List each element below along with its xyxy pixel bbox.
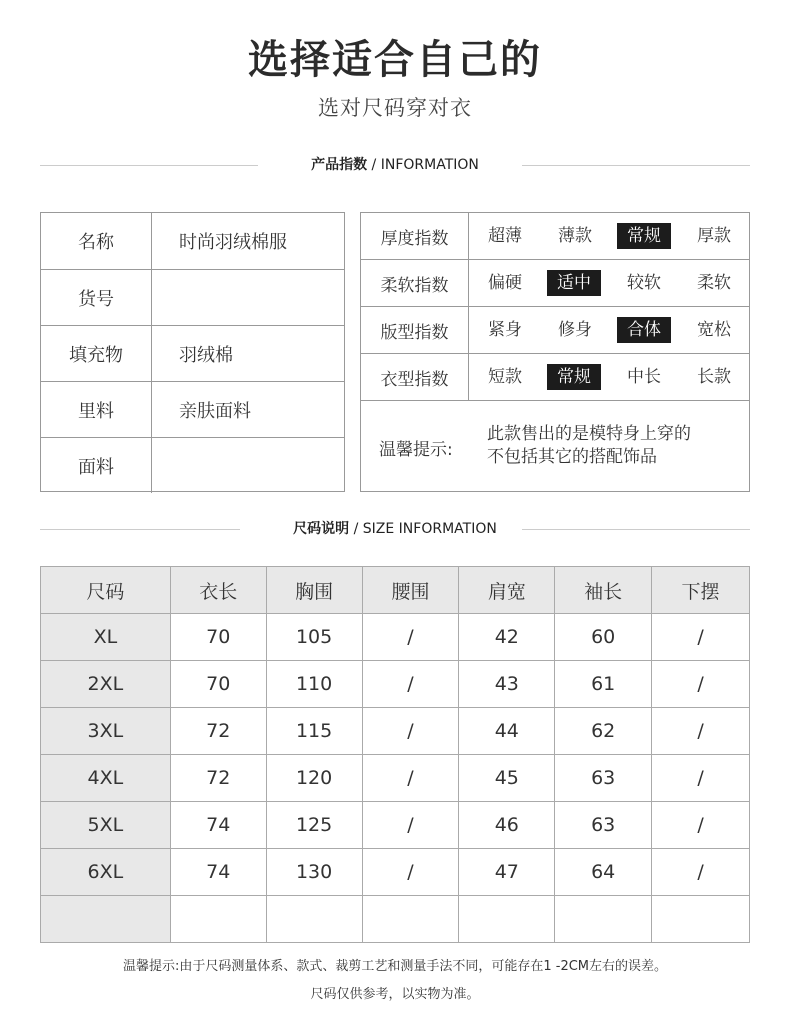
table-row	[41, 849, 750, 896]
column-header: 肩宽	[459, 567, 555, 614]
size-cell: 3XL	[41, 708, 171, 755]
table-cell: 125	[266, 802, 362, 849]
table-cell: 44	[459, 708, 555, 755]
table-cell: 64	[555, 849, 652, 896]
info-key: 填充物	[41, 326, 152, 381]
index-option: 短款	[488, 367, 522, 387]
tip-text	[487, 423, 737, 469]
product-info-row	[41, 437, 344, 493]
table-cell: 74	[170, 849, 266, 896]
index-option-selected: 常规	[617, 223, 671, 249]
table-cell: 46	[459, 802, 555, 849]
info-value: 羽绒棉	[179, 344, 233, 366]
table-cell: /	[362, 661, 459, 708]
table-cell: /	[362, 614, 459, 661]
product-section-title-cn: 产品指数	[311, 157, 368, 173]
table-cell: /	[362, 755, 459, 802]
info-key: 里料	[41, 382, 152, 437]
table-cell: 63	[555, 755, 652, 802]
table-cell: /	[362, 849, 459, 896]
table-cell	[555, 896, 652, 943]
product-info-row	[41, 381, 344, 437]
table-cell: /	[652, 708, 750, 755]
table-cell: 70	[170, 614, 266, 661]
column-header: 衣长	[170, 567, 266, 614]
size-section-title-cn: 尺码说明	[293, 521, 350, 537]
column-header: 腰围	[362, 567, 459, 614]
table-cell: 42	[459, 614, 555, 661]
table-cell: /	[362, 802, 459, 849]
table-row	[41, 755, 750, 802]
table-cell: 70	[170, 661, 266, 708]
index-key: 柔软指数	[361, 260, 469, 306]
size-cell	[41, 896, 171, 943]
index-option: 厚款	[697, 226, 731, 246]
index-row-fit	[361, 307, 749, 354]
column-header: 尺码	[41, 567, 171, 614]
size-cell: 5XL	[41, 802, 171, 849]
size-cell: 2XL	[41, 661, 171, 708]
index-option: 较软	[627, 273, 661, 293]
index-row-length	[361, 354, 749, 401]
size-table	[40, 566, 750, 943]
table-cell: 62	[555, 708, 652, 755]
size-cell: XL	[41, 614, 171, 661]
index-option: 偏硬	[488, 273, 522, 293]
reference-note: 尺码仅供参考，以实物为准。	[310, 987, 480, 1002]
info-key: 面料	[41, 438, 152, 493]
index-option: 长款	[697, 367, 731, 387]
index-option-selected: 合体	[617, 317, 671, 343]
table-row	[41, 661, 750, 708]
index-option: 柔软	[697, 273, 731, 293]
table-cell: 47	[459, 849, 555, 896]
product-info-row	[41, 325, 344, 381]
table-cell: /	[652, 802, 750, 849]
table-cell: 72	[170, 755, 266, 802]
product-section-header	[40, 154, 750, 178]
table-cell: /	[362, 708, 459, 755]
table-cell: 72	[170, 708, 266, 755]
size-cell: 4XL	[41, 755, 171, 802]
info-value: 时尚羽绒棉服	[179, 232, 287, 253]
table-cell: 130	[266, 849, 362, 896]
table-row	[41, 708, 750, 755]
size-cell: 6XL	[41, 849, 171, 896]
tip-line: 不包括其它的搭配饰品	[487, 447, 657, 467]
index-key: 衣型指数	[361, 354, 469, 400]
info-key: 货号	[41, 270, 152, 325]
product-info-table	[40, 212, 345, 492]
table-cell: 120	[266, 755, 362, 802]
table-cell: 105	[266, 614, 362, 661]
table-cell: 60	[555, 614, 652, 661]
index-row-thickness	[361, 213, 749, 260]
index-option-selected: 适中	[547, 270, 601, 296]
product-index-table	[360, 212, 750, 492]
table-cell: /	[652, 755, 750, 802]
table-row	[41, 614, 750, 661]
table-cell: 115	[266, 708, 362, 755]
table-cell	[459, 896, 555, 943]
table-row	[41, 802, 750, 849]
index-option: 中长	[627, 367, 661, 387]
index-option: 紧身	[488, 320, 522, 340]
table-cell: /	[652, 614, 750, 661]
table-cell: 63	[555, 802, 652, 849]
page-title: 选择适合自己的	[248, 37, 542, 83]
product-section-title	[40, 154, 750, 174]
index-key: 版型指数	[361, 307, 469, 353]
column-header: 下摆	[652, 567, 750, 614]
index-option-selected: 常规	[547, 364, 601, 390]
page-subtitle: 选对尺码穿对衣	[318, 96, 472, 120]
table-cell: 110	[266, 661, 362, 708]
table-cell	[362, 896, 459, 943]
size-table-header-row	[41, 567, 750, 614]
table-cell: 74	[170, 802, 266, 849]
table-row	[41, 896, 750, 943]
table-cell: /	[652, 661, 750, 708]
index-option: 薄款	[558, 226, 592, 246]
info-key: 名称	[41, 213, 152, 269]
product-section-title-en: / INFORMATION	[367, 157, 479, 173]
size-section-title	[40, 518, 750, 538]
table-cell	[266, 896, 362, 943]
column-header: 胸围	[266, 567, 362, 614]
size-section-title-en: / SIZE INFORMATION	[349, 521, 497, 537]
table-cell: 61	[555, 661, 652, 708]
table-cell: 45	[459, 755, 555, 802]
measurement-note: 温馨提示:由于尺码测量体系、款式、裁剪工艺和测量手法不同，可能存在1 -2CM左右的误差。	[122, 959, 668, 974]
index-option: 超薄	[488, 226, 522, 246]
index-key: 厚度指数	[361, 213, 469, 259]
column-header: 袖长	[555, 567, 652, 614]
product-info-row	[41, 213, 344, 269]
product-info-row	[41, 269, 344, 325]
size-section-header	[40, 518, 750, 542]
index-option: 宽松	[697, 320, 731, 340]
table-cell: 43	[459, 661, 555, 708]
table-cell	[652, 896, 750, 943]
tip-label: 温馨提示:	[379, 440, 453, 460]
table-cell: /	[652, 849, 750, 896]
table-cell	[170, 896, 266, 943]
tip-line: 此款售出的是模特身上穿的	[487, 424, 691, 444]
info-value: 亲肤面料	[179, 400, 251, 422]
index-option: 修身	[558, 320, 592, 340]
index-row-softness	[361, 260, 749, 307]
